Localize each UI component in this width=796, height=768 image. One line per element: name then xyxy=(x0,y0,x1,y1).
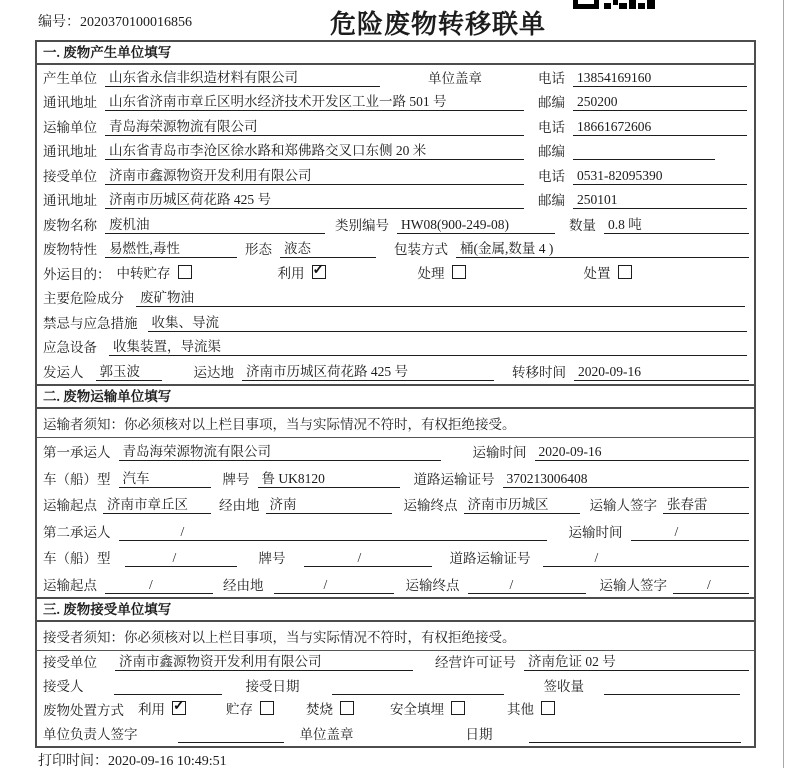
checkbox-label: 焚烧 xyxy=(306,701,333,717)
checkbox-icon xyxy=(340,701,354,715)
character-label: 废物特性 xyxy=(43,242,97,257)
manager-sign-label: 单位负责人签字 xyxy=(43,726,138,742)
vehicle2-row xyxy=(37,544,754,571)
equipment-value: 收集装置，导流渠 xyxy=(109,338,747,356)
received-qty-label: 签收量 xyxy=(543,679,584,695)
packing-value: 桶(金属,数量 4 ) xyxy=(456,240,749,258)
qr-code-fragment xyxy=(573,0,655,10)
purpose-option-transfer-storage xyxy=(117,262,192,282)
plate-value: 鲁 UK8120 xyxy=(258,470,400,488)
disposal-option-other xyxy=(507,698,555,718)
origin-value: / xyxy=(105,576,213,594)
disposal-row xyxy=(37,698,754,722)
receiver-phone-value: 0531-82095390 xyxy=(573,167,747,185)
receiver-value: 济南市鑫源物资开发利用有限公司 xyxy=(105,167,524,185)
carrier1-time-value: 2020-09-16 xyxy=(535,443,750,461)
transporter-zip-value xyxy=(573,142,715,160)
section2 xyxy=(37,409,754,597)
equipment-row xyxy=(37,335,754,360)
purpose-option-dispose xyxy=(584,262,632,282)
receiver-notice: 接受者须知：你必须核对以上栏目事项，当与实际情况不符时，有权拒绝接受。 xyxy=(37,622,754,651)
disposal-option-utilize xyxy=(138,698,186,718)
vehicle-type-value: 汽车 xyxy=(119,470,211,488)
plate-label: 牌号 xyxy=(222,471,250,487)
producer-address-value: 山东省济南市章丘区明水经济技术开发区工业一路 501 号 xyxy=(105,93,524,111)
form-label: 形态 xyxy=(245,242,272,257)
checkbox-label: 贮存 xyxy=(226,701,253,717)
checkbox-icon xyxy=(452,265,466,279)
destination-label: 运达地 xyxy=(193,364,234,380)
transporter-phone-value: 18661672606 xyxy=(573,118,747,136)
date-label: 日期 xyxy=(465,726,493,742)
disposal-option-landfill xyxy=(390,698,465,718)
waste-character-row xyxy=(37,237,754,262)
purpose-option-utilize xyxy=(278,262,326,282)
receiver-label: 接受单位 xyxy=(43,168,97,184)
carrier2-value: / xyxy=(119,523,547,541)
hazard-row xyxy=(37,286,754,311)
zip-group xyxy=(538,189,749,209)
license-label: 经营许可证号 xyxy=(435,655,516,671)
hazard-label: 主要危险成分 xyxy=(43,291,124,306)
vehicle-type-label: 车（船）型 xyxy=(43,551,111,566)
page-title: 危险废物转移联单 xyxy=(329,10,547,39)
checkbox-icon xyxy=(172,701,186,715)
transporter-sign-label: 运输人签字 xyxy=(589,498,657,513)
route2-row xyxy=(37,570,754,597)
zip-group xyxy=(538,91,749,111)
disposal-label: 废物处置方式 xyxy=(43,702,124,718)
accept-date-value xyxy=(332,677,504,695)
road-permit-value: / xyxy=(543,549,750,567)
phone-group xyxy=(538,67,749,87)
route1-row xyxy=(37,491,754,518)
disposal-option-storage xyxy=(226,698,274,718)
form-value: 液态 xyxy=(280,240,376,258)
manifest-form xyxy=(35,40,756,748)
category-label: 类别编号 xyxy=(335,217,389,233)
address-label: 通讯地址 xyxy=(43,193,97,208)
phone-group xyxy=(538,165,749,185)
road-permit-label: 道路运输证号 xyxy=(449,551,531,566)
waste-name-label: 废物名称 xyxy=(43,217,97,233)
waste-name-value: 废机油 xyxy=(105,216,325,234)
endpoint-value: / xyxy=(468,576,586,594)
section2-heading: 二. 废物运输单位填写 xyxy=(37,384,754,409)
manager-sign-row xyxy=(37,722,754,746)
carrier2-time-value: / xyxy=(631,523,750,541)
receiver-zip-value: 250101 xyxy=(573,191,747,209)
checkbox-icon xyxy=(618,265,632,279)
accept-unit-row xyxy=(37,651,754,675)
date-value xyxy=(529,725,742,743)
carrier2-row xyxy=(37,517,754,544)
zip-label: 邮编 xyxy=(538,95,565,110)
transfer-time-value: 2020-09-16 xyxy=(574,363,749,381)
purpose-row xyxy=(37,261,754,286)
checkbox-label: 其他 xyxy=(507,701,534,717)
plate-value: / xyxy=(304,549,432,567)
acceptor-value xyxy=(114,677,222,695)
print-time-value: 2020-09-16 10:49:51 xyxy=(108,754,227,768)
checkbox-icon xyxy=(178,265,192,279)
section1 xyxy=(37,65,754,384)
purpose-label: 外运目的： xyxy=(43,266,111,282)
taboo-value: 收集、导流 xyxy=(148,314,748,332)
quantity-value: 0.8 吨 xyxy=(604,216,749,234)
transporter-sign-value: 张春雷 xyxy=(663,496,749,514)
vehicle1-row xyxy=(37,464,754,491)
producer-label: 产生单位 xyxy=(43,70,97,86)
disposal-option-incinerate xyxy=(306,698,354,718)
checkbox-label: 利用 xyxy=(277,265,305,281)
equipment-label: 应急设备 xyxy=(43,340,97,355)
transfer-time-label: 转移时间 xyxy=(512,364,566,380)
road-permit-label: 道路运输证号 xyxy=(413,471,495,487)
section1-heading: 一. 废物产生单位填写 xyxy=(37,42,754,65)
unit-seal-label: 单位盖章 xyxy=(428,70,482,86)
character-value: 易燃性,毒性 xyxy=(105,240,237,258)
accept-unit-value: 济南市鑫源物资开发利用有限公司 xyxy=(115,653,413,671)
checkbox-label: 处置 xyxy=(583,265,611,281)
phone-label: 电话 xyxy=(538,70,565,86)
checkbox-label: 中转贮存 xyxy=(116,265,171,281)
origin-label: 运输起点 xyxy=(43,577,97,593)
receiver-address-value: 济南市历城区荷花路 425 号 xyxy=(105,191,524,209)
producer-value: 山东省永信非织造材料有限公司 xyxy=(105,69,380,87)
checkbox-label: 安全填埋 xyxy=(390,701,444,717)
doc-number-value: 2020370100016856 xyxy=(80,15,192,30)
acceptor-label: 接受人 xyxy=(43,679,84,695)
manager-sign-value xyxy=(178,725,284,743)
license-value: 济南危证 02 号 xyxy=(524,653,749,671)
doc-number-label: 编号： xyxy=(38,15,80,30)
address-label: 通讯地址 xyxy=(43,144,97,159)
receiver-row xyxy=(37,163,754,188)
producer-row xyxy=(37,65,754,90)
purpose-option-treat xyxy=(418,262,466,282)
checkbox-icon xyxy=(312,265,326,279)
producer-zip-value: 250200 xyxy=(573,93,747,111)
taboo-label: 禁忌与应急措施 xyxy=(43,315,138,331)
section3 xyxy=(37,622,754,746)
checkbox-label: 利用 xyxy=(138,701,165,717)
via-label: 经由地 xyxy=(219,498,260,513)
acceptor-row xyxy=(37,674,754,698)
producer-phone-value: 13854169160 xyxy=(573,69,747,87)
transport-time-label: 运输时间 xyxy=(568,524,623,540)
producer-address-row xyxy=(37,90,754,115)
doc-number xyxy=(38,11,192,31)
checkbox-icon xyxy=(541,701,555,715)
origin-value: 济南市章丘区 xyxy=(103,496,211,514)
carrier1-row xyxy=(37,438,754,465)
zip-group xyxy=(538,140,749,160)
checkbox-label: 处理 xyxy=(417,265,445,281)
transporter-address-row xyxy=(37,139,754,164)
phone-group xyxy=(538,116,749,136)
vehicle-type-value: / xyxy=(125,549,237,567)
transporter-address-value: 山东省青岛市李沧区徐水路和郑佛路交叉口东侧 20 米 xyxy=(105,142,524,160)
carrier1-value: 青岛海荣源物流有限公司 xyxy=(119,443,441,461)
category-value: HW08(900-249-08) xyxy=(397,216,555,234)
receiver-address-row xyxy=(37,188,754,213)
accept-unit-label: 接受单位 xyxy=(43,655,97,671)
consignor-label: 发运人 xyxy=(43,364,84,380)
page-edge-line xyxy=(783,0,784,768)
unit-seal-label: 单位盖章 xyxy=(299,726,354,742)
transporter-row xyxy=(37,114,754,139)
carrier1-label: 第一承运人 xyxy=(43,445,111,460)
transporter-sign-value: / xyxy=(673,576,749,594)
via-value: / xyxy=(274,576,394,594)
section3-heading: 三. 废物接受单位填写 xyxy=(37,597,754,622)
vehicle-type-label: 车（船）型 xyxy=(43,471,111,487)
origin-label: 运输起点 xyxy=(43,498,97,513)
checkbox-icon xyxy=(451,701,465,715)
waste-name-row xyxy=(37,212,754,237)
hazard-value: 废矿物油 xyxy=(136,289,745,307)
consignor-value: 郭玉波 xyxy=(96,363,162,381)
phone-label: 电话 xyxy=(538,119,565,135)
accept-date-label: 接受日期 xyxy=(245,679,300,695)
carrier2-label: 第二承运人 xyxy=(43,524,111,540)
endpoint-label: 运输终点 xyxy=(405,577,460,593)
destination-value: 济南市历城区荷花路 425 号 xyxy=(242,363,494,381)
consignor-row xyxy=(37,359,754,384)
packing-label: 包装方式 xyxy=(394,242,448,257)
via-value: 济南 xyxy=(266,496,392,514)
received-qty-value xyxy=(604,677,740,695)
plate-label: 牌号 xyxy=(258,551,286,566)
road-permit-value: 370213006408 xyxy=(503,470,750,488)
via-label: 经由地 xyxy=(223,577,264,593)
transport-time-label: 运输时间 xyxy=(472,445,527,460)
zip-label: 邮编 xyxy=(538,144,565,159)
endpoint-label: 运输终点 xyxy=(403,498,458,513)
zip-label: 邮编 xyxy=(538,193,565,208)
checkbox-icon xyxy=(260,701,274,715)
print-time xyxy=(38,750,227,768)
taboo-row xyxy=(37,310,754,335)
transporter-notice: 运输者须知：你必须核对以上栏目事项，当与实际情况不符时，有权拒绝接受。 xyxy=(37,409,754,438)
phone-label: 电话 xyxy=(538,168,565,184)
print-time-label: 打印时间： xyxy=(38,754,108,768)
endpoint-value: 济南市历城区 xyxy=(464,496,580,514)
transporter-sign-label: 运输人签字 xyxy=(599,577,667,593)
address-label: 通讯地址 xyxy=(43,95,97,110)
transporter-value: 青岛海荣源物流有限公司 xyxy=(105,118,524,136)
quantity-label: 数量 xyxy=(569,217,596,233)
transporter-label: 运输单位 xyxy=(43,119,97,135)
